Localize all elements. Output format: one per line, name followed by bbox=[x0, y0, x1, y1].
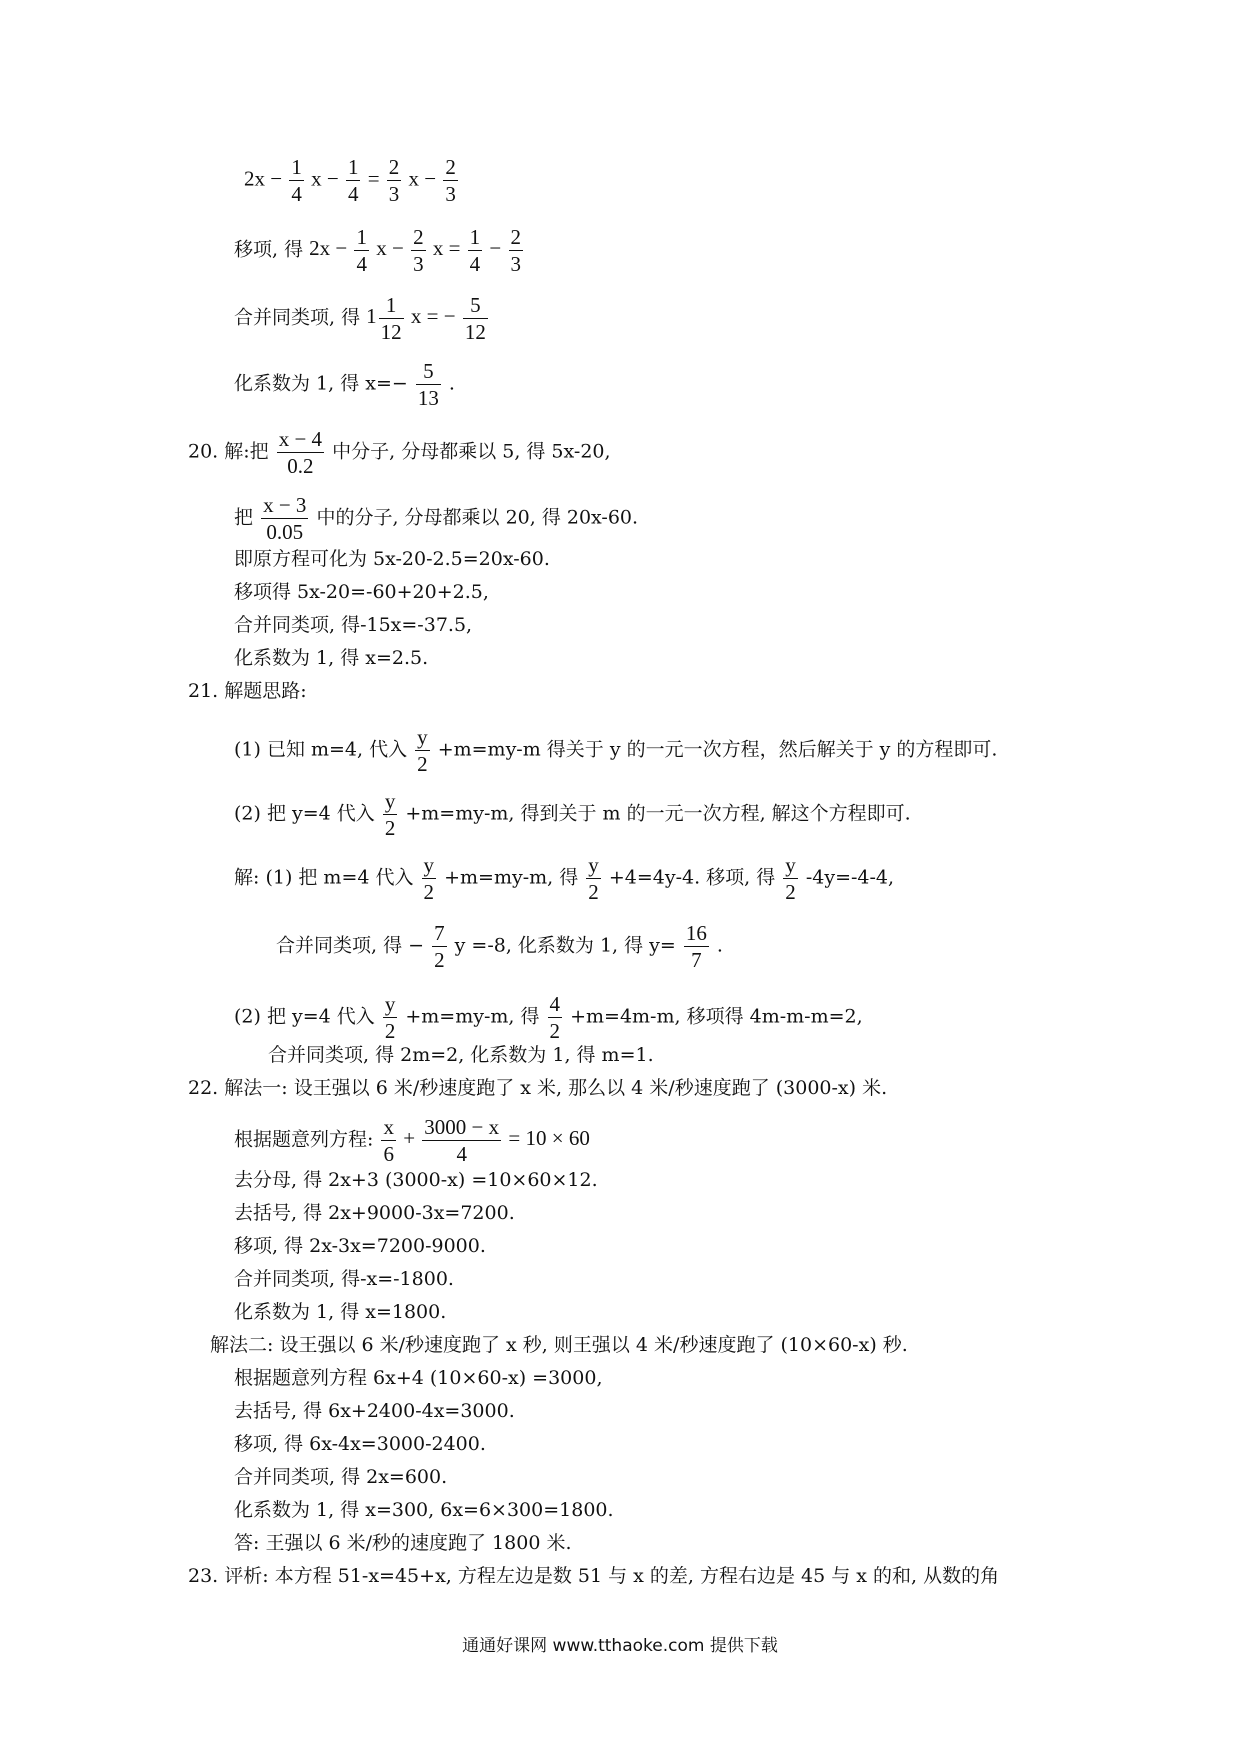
solution-20-line-6: 化系数为 1, 得 x=2.5. bbox=[234, 647, 429, 669]
solution-22-line-11: 化系数为 1, 得 x=300, 6x=6×300=1800. bbox=[234, 1499, 614, 1521]
solution-21-line-6: 合并同类项, 得 2m=2, 化系数为 1, 得 m=1. bbox=[268, 1044, 654, 1066]
fraction: $\frac{x - 3}{0.05}$ bbox=[263, 493, 307, 544]
fraction: $\frac{y}{2}$ bbox=[417, 725, 428, 776]
fraction: $\frac{y}{2}$ bbox=[384, 992, 396, 1043]
fraction: $\frac{7}{2}$ bbox=[434, 921, 445, 972]
solution-20-line-2: 把 $\frac{x - 3}{0.05}$ 中的分子, 分母都乘以 20, 得 20x-60. bbox=[234, 493, 639, 544]
fraction: $\frac{16}{7}$ bbox=[685, 921, 707, 972]
solution-21-line-2: (2) 把 y=4 代入 $\frac{y}{2}$ +m=my-m, 得到关于 m 的一元一次方程, 解这个方程即可. bbox=[234, 789, 911, 840]
fraction: $\frac{y}{2}$ bbox=[785, 853, 796, 904]
fraction: $\frac{5}{12}$ bbox=[464, 293, 486, 344]
eq-line-1: 2x − $\frac{1}{4}$ x − $\frac{1}{4}$ = $\frac{2}{3}$ x − $\frac{2}{3}$ bbox=[244, 155, 456, 206]
fraction: $\frac{4}{2}$ bbox=[549, 992, 561, 1043]
solution-22-answer: 答: 王强以 6 米/秒的速度跑了 1800 米. bbox=[234, 1532, 572, 1554]
fraction: $\frac{1}{12}$ bbox=[380, 293, 402, 344]
solution-22-heading: 22. 解法一: 设王强以 6 米/秒速度跑了 x 米, 那么以 4 米/秒速度跑了 (3000-x) 米. bbox=[188, 1077, 888, 1099]
solution-20-line-5: 合并同类项, 得-15x=-37.5, bbox=[234, 614, 473, 636]
solution-22-method-2: 解法二: 设王强以 6 米/秒速度跑了 x 秒, 则王强以 4 米/秒速度跑了 (10×60-x) 秒. bbox=[210, 1334, 908, 1356]
fraction: $\frac{1}{4}$ bbox=[356, 225, 367, 276]
eq-line-3: 合并同类项, 得 1 $\frac{1}{12}$ x = − $\frac{5}{12}$ bbox=[234, 293, 486, 344]
solution-20-line-1: 20. 解:把 $\frac{x - 4}{0.2}$ 中分子, 分母都乘以 5, 得 5x-20, bbox=[188, 427, 611, 478]
fraction: $\frac{x}{6}$ bbox=[383, 1115, 394, 1166]
fraction: $\frac{y}{2}$ bbox=[423, 853, 435, 904]
solution-22-line-10: 合并同类项, 得 2x=600. bbox=[234, 1466, 448, 1488]
fraction: $\frac{3000 - x}{4}$ bbox=[424, 1115, 500, 1166]
fraction: $\frac{2}{3}$ bbox=[510, 225, 522, 276]
footer-credit: 通通好课网 www.tthaoke.com 提供下载 bbox=[462, 1636, 778, 1656]
fraction: $\frac{1}{4}$ bbox=[291, 155, 302, 206]
fraction: $\frac{x - 4}{0.2}$ bbox=[278, 427, 323, 478]
solution-22-line-8: 去括号, 得 6x+2400-4x=3000. bbox=[234, 1400, 515, 1422]
solution-23-line-1: 23. 评析: 本方程 51-x=45+x, 方程左边是数 51 与 x 的差, 方程右边是 45 与 x 的和, 从数的角 bbox=[188, 1565, 1000, 1587]
fraction: $\frac{y}{2}$ bbox=[384, 789, 396, 840]
solution-21-heading: 21. 解题思路: bbox=[188, 680, 307, 702]
fraction: $\frac{1}{4}$ bbox=[469, 225, 481, 276]
solution-21-line-4: 合并同类项, 得 − $\frac{7}{2}$ y =-8, 化系数为 1, 得 y= $\frac{16}{7}$ . bbox=[276, 921, 723, 972]
eq-line-4: 化系数为 1, 得 x=− $\frac{5}{13}$ . bbox=[234, 359, 455, 410]
fraction: $\frac{5}{13}$ bbox=[417, 359, 439, 410]
solution-20-line-3: 即原方程可化为 5x-20-2.5=20x-60. bbox=[234, 548, 550, 570]
solution-22-line-1: 根据题意列方程: $\frac{x}{6}$ + $\frac{3000 - x}{4}$ = 10 × 60 bbox=[234, 1115, 590, 1166]
solution-22-line-4: 移项, 得 2x-3x=7200-9000. bbox=[234, 1235, 486, 1257]
fraction: $\frac{2}{3}$ bbox=[445, 155, 456, 206]
fraction: $\frac{2}{3}$ bbox=[413, 225, 424, 276]
solution-21-line-5: (2) 把 y=4 代入 $\frac{y}{2}$ +m=my-m, 得 $\frac{4}{2}$ +m=4m-m, 移项得 4m-m-m=2, bbox=[234, 992, 863, 1043]
solution-22-line-9: 移项, 得 6x-4x=3000-2400. bbox=[234, 1433, 486, 1455]
eq-line-2: 移项, 得 2x − $\frac{1}{4}$ x − $\frac{2}{3}$ x = $\frac{1}{4}$ − $\frac{2}{3}$ bbox=[234, 225, 522, 276]
solution-21-line-3: 解: (1) 把 m=4 代入 $\frac{y}{2}$ +m=my-m, 得 $\frac{y}{2}$ +4=4y-4. 移项, 得 $\frac{y}{2}$ -4y=-4-4, bbox=[234, 853, 895, 904]
solution-22-line-5: 合并同类项, 得-x=-1800. bbox=[234, 1268, 454, 1290]
solution-21-line-1: (1) 已知 m=4, 代入 $\frac{y}{2}$ +m=my-m 得关于 y 的一元一次方程，然后解关于 y 的方程即可. bbox=[234, 725, 998, 776]
fraction: $\frac{1}{4}$ bbox=[347, 155, 359, 206]
fraction: $\frac{y}{2}$ bbox=[588, 853, 599, 904]
solution-20-line-4: 移项得 5x-20=-60+20+2.5, bbox=[234, 581, 489, 603]
solution-22-line-2: 去分母, 得 2x+3 (3000-x) =10×60×12. bbox=[234, 1169, 598, 1191]
solution-22-line-3: 去括号, 得 2x+9000-3x=7200. bbox=[234, 1202, 515, 1224]
fraction: $\frac{2}{3}$ bbox=[388, 155, 400, 206]
solution-22-line-7: 根据题意列方程 6x+4 (10×60-x) =3000, bbox=[234, 1367, 603, 1389]
solution-22-line-6: 化系数为 1, 得 x=1800. bbox=[234, 1301, 447, 1323]
